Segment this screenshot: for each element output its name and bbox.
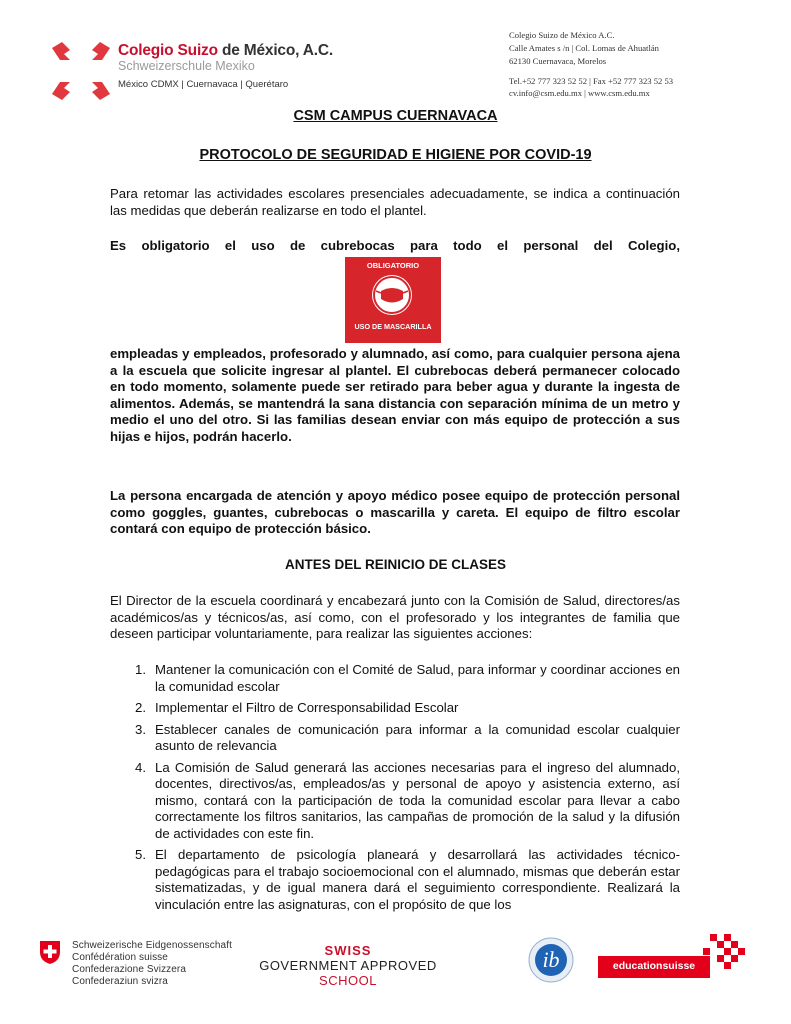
list-item: 5. El departamento de psicología planeará y desarrollará las actividades técnico-pedagógicas para el trabajo socioemocional con el alumnado, mismas que deberán estar sistematizadas, y de igual manera dará el seguimiento correspondiente. Realizará la vinculación entre las asignaturas, con el propósito de que los [135, 847, 680, 912]
gov-approved-line: GOVERNMENT APPROVED [259, 958, 437, 973]
sign-bottom-label: USO DE MASCARILLA [354, 322, 432, 331]
education-suisse-label: educationsuisse [612, 960, 696, 972]
mask-required-sign [345, 257, 441, 343]
section-heading: ANTES DEL REINICIO DE CLASES [284, 557, 507, 572]
address-line: Calle Amates s /n | Col. Lomas de Ahuatlán [509, 43, 659, 53]
mask-rule-continuation: empleadas y empleados, profesorado y alumnado, así como, para cualquier persona ajena a la escuela que solicite ingresar al plantel. El cubrebocas deberá permanecer colocado en todo momento, solamente puede ser retirado para beber agua y durante la ingesta de alimentos. Además, se mantendrá la sana distancia con separación mínima de un metro y medio el uno del otro. Si las familias desean enviar con más equipo de protección a sus hijas e hijos, podrán hacerlo. [110, 346, 680, 444]
confederation-line: Confederaziun svizra [72, 976, 168, 987]
medical-paragraph: La persona encargada de atención y apoyo médico posee equipo de protección personal como goggles, guantes, cubrebocas o mascarilla y careta. El equipo de filtro escolar contará con equipo de protección básico. [110, 488, 680, 536]
list-item: 1. Mantener la comunicación con el Comité de Salud, para informar y coordinar acciones en la comunidad escolar [135, 662, 680, 694]
brand-name: Colegio Suizo de México, A.C. [118, 42, 333, 59]
list-item: 2. Implementar el Filtro de Corresponsabilidad Escolar [135, 700, 459, 715]
gov-approved-line: SCHOOL [319, 973, 377, 988]
confederation-line: Confédération suisse [72, 952, 168, 963]
mask-icon [372, 275, 412, 315]
confederation-line: Confederazione Svizzera [72, 964, 187, 975]
address-line: Colegio Suizo de México A.C. [509, 30, 615, 40]
confederation-line: Schweizerische Eidgenossenschaft [72, 940, 232, 951]
address-line: cv.info@csm.edu.mx | www.csm.edu.mx [509, 88, 650, 98]
brand-subtitle: Schweizerschule Mexiko [118, 59, 255, 73]
sign-top-label: OBLIGATORIO [366, 261, 420, 270]
list-item: 3. Establecer canales de comunicación para informar a la comunidad escolar cualquier asunto de relevancia [135, 721, 680, 753]
list-item: 4. La Comisión de Salud generará las acciones necesarias para el ingreso del alumnado, docentes, directivos/as, empleados/as y personal de apoyo y asistencia externo, así mismo, contará con la participación de toda la comunidad escolar para llevar a cabo correctamente los filtros sanitarios, las campañas de promoción de la salud y la difusión de actividades con este fin. [135, 759, 680, 841]
education-suisse-badge [598, 956, 710, 978]
swiss-cross-icon [37, 939, 63, 965]
address-line: Tel.+52 777 323 52 52 | Fax +52 777 323 52 53 [509, 76, 674, 86]
svg-text:ib: ib [542, 947, 560, 972]
page-subtitle: PROTOCOLO DE SEGURIDAD E HIGIENE POR COVID-19 [199, 147, 592, 163]
brand-cities: México CDMX | Cuernavaca | Querétaro [118, 79, 289, 90]
ib-logo-icon [527, 936, 575, 984]
address-line: 62130 Cuernavaca, Morelos [509, 56, 607, 66]
actions-list [110, 662, 680, 918]
intro-paragraph: Para retomar las actividades escolares presenciales adecuadamente, se indica a continuación las medidas que deberán realizarse en todo el plantel. [110, 186, 680, 218]
face-mask-icon [372, 275, 412, 315]
school-logo-icon [50, 40, 112, 102]
page-title: CSM CAMPUS CUERNAVACA [293, 108, 498, 124]
section-intro: El Director de la escuela coordinará y encabezará junto con la Comisión de Salud, directores/as académicos/as y técnicos/as, así como, con el profesorado y los integrantes de familia que deseen participar voluntariamente, para realizar las siguientes acciones: [110, 593, 680, 641]
mask-rule-line: Es obligatorio el uso de cubrebocas para todo el personal del Colegio, [110, 238, 680, 253]
gov-approved-line: SWISS [324, 943, 372, 958]
